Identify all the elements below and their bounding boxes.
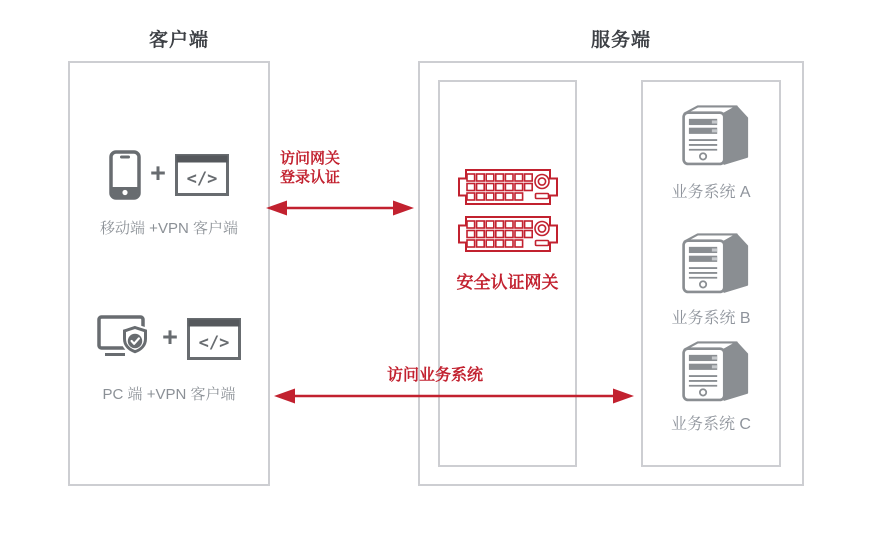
mobile-client-group — [68, 148, 270, 202]
gateway-device-stack — [438, 168, 577, 253]
business-system-c-label: 业务系统 C — [670, 416, 751, 433]
smartphone-icon — [109, 150, 141, 200]
gateway-device-icon — [453, 215, 563, 253]
client-box — [68, 61, 270, 486]
code-window-icon — [175, 154, 229, 196]
gateway-access-label-line2: 登录认证 — [279, 169, 340, 186]
server-section-title: 服务端 — [590, 30, 651, 51]
gateway-access-label — [255, 149, 365, 187]
code-window-icon — [187, 318, 241, 360]
gateway-label: 安全认证网关 — [456, 273, 559, 292]
plus-icon: + — [150, 157, 166, 188]
mobile-client-label: 移动端 +VPN 客户端 — [100, 220, 238, 237]
server-tower-icon — [673, 100, 749, 166]
gateway-device-icon — [453, 168, 563, 206]
pc-client-label: PC 端 +VPN 客户端 — [102, 386, 236, 403]
business-system-c — [641, 336, 781, 407]
business-system-b — [641, 228, 781, 299]
client-section-title: 客户端 — [148, 30, 209, 51]
pc-client-group — [68, 314, 270, 364]
pc-shield-icon — [97, 315, 153, 363]
business-system-b-label: 业务系统 B — [671, 310, 751, 327]
business-system-a — [641, 100, 781, 171]
server-tower-icon — [673, 336, 749, 402]
server-tower-icon — [673, 228, 749, 294]
business-access-label: 访问业务系统 — [386, 367, 483, 384]
code-glyph: </> — [198, 333, 230, 353]
business-system-a-label: 业务系统 A — [671, 184, 751, 201]
code-glyph: </> — [186, 169, 218, 189]
double-arrow-business-icon — [272, 384, 636, 408]
gateway-access-label-line1: 访问网关 — [279, 150, 340, 167]
plus-icon: + — [162, 321, 178, 352]
double-arrow-gateway-icon — [264, 196, 416, 220]
